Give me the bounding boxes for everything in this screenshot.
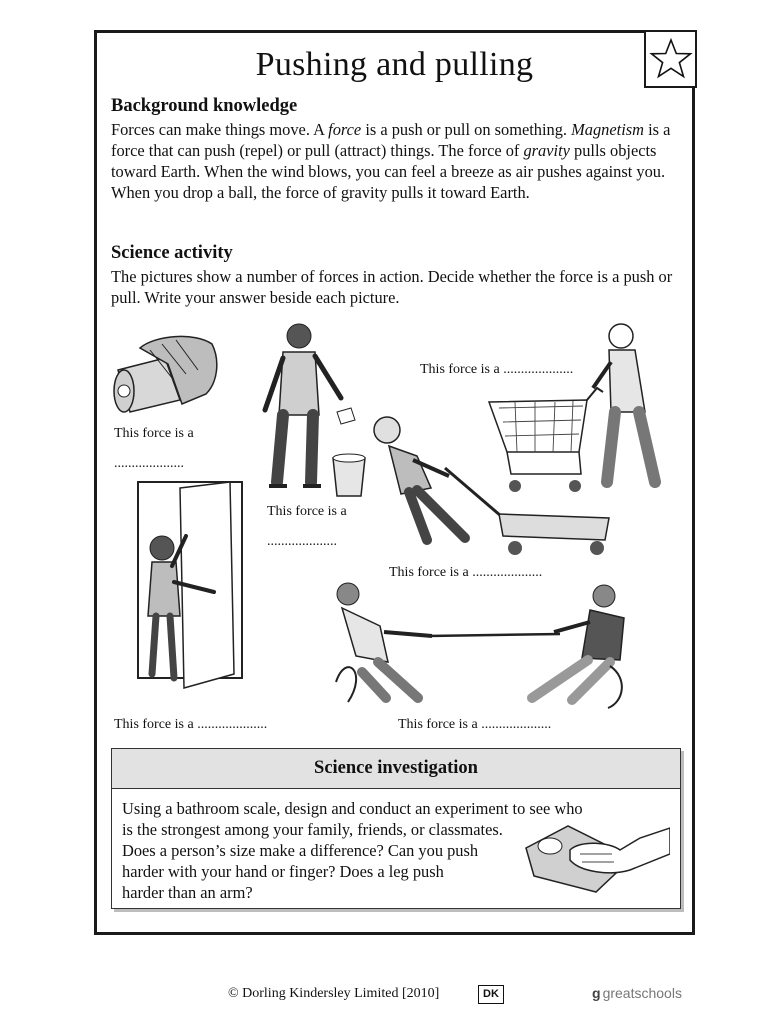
door-answer-label[interactable]: This force is a .................... xyxy=(114,717,268,732)
door-illustration xyxy=(130,478,250,703)
dk-logo: DK xyxy=(478,985,504,1004)
investigation-line: Using a bathroom scale, design and conduct an experiment to see who xyxy=(122,799,583,818)
page-title: Pushing and pulling xyxy=(255,46,534,83)
rope-answer-label[interactable]: This force is a .................... xyxy=(398,717,552,732)
background-heading: Background knowledge xyxy=(111,96,298,116)
greatschools-logo xyxy=(592,985,682,1001)
bin-illustration xyxy=(255,320,380,500)
wagon-illustration xyxy=(365,410,615,560)
investigation-line: harder with your hand or finger? Does a leg push xyxy=(122,862,444,881)
bathroom-scale-illustration xyxy=(520,820,670,896)
copyright-text: © Dorling Kindersley Limited [2010] xyxy=(228,986,440,1001)
cart-answer-label[interactable]: This force is a .................... xyxy=(420,362,574,377)
background-text: Forces can make things move. A force is a push or pull on something. Magnetism is a force that can push (repel) or pull (attract) things. The force of gravity pulls objects toward Earth. When the wind blows, you can feel a breeze as air pushes against you. When you drop a ball, the force of gravity pulls it toward Earth. xyxy=(111,120,671,202)
wagon-answer-label[interactable]: This force is a .................... xyxy=(389,565,543,580)
can-answer-blank[interactable]: .................... xyxy=(114,456,184,471)
greatschools-wordmark: greatschools xyxy=(602,985,682,1001)
bin-answer-label: This force is a xyxy=(267,504,347,519)
bin-answer-blank[interactable]: .................... xyxy=(267,534,337,549)
investigation-line: Does a person’s size make a difference? Can you push xyxy=(122,841,479,860)
investigation-line: is the strongest among your family, friends, or classmates. xyxy=(122,820,503,839)
tug-of-war-illustration xyxy=(328,582,633,712)
activity-text: The pictures show a number of forces in action. Decide whether the force is a push or pull. Write your answer beside each picture. xyxy=(111,267,673,307)
investigation-line: harder than an arm? xyxy=(122,883,253,902)
activity-heading: Science activity xyxy=(111,243,233,263)
greatschools-mark: g xyxy=(592,985,601,1001)
can-answer-label: This force is a xyxy=(114,426,194,441)
can-crush-illustration xyxy=(110,330,225,420)
investigation-heading: Science investigation xyxy=(111,748,681,789)
